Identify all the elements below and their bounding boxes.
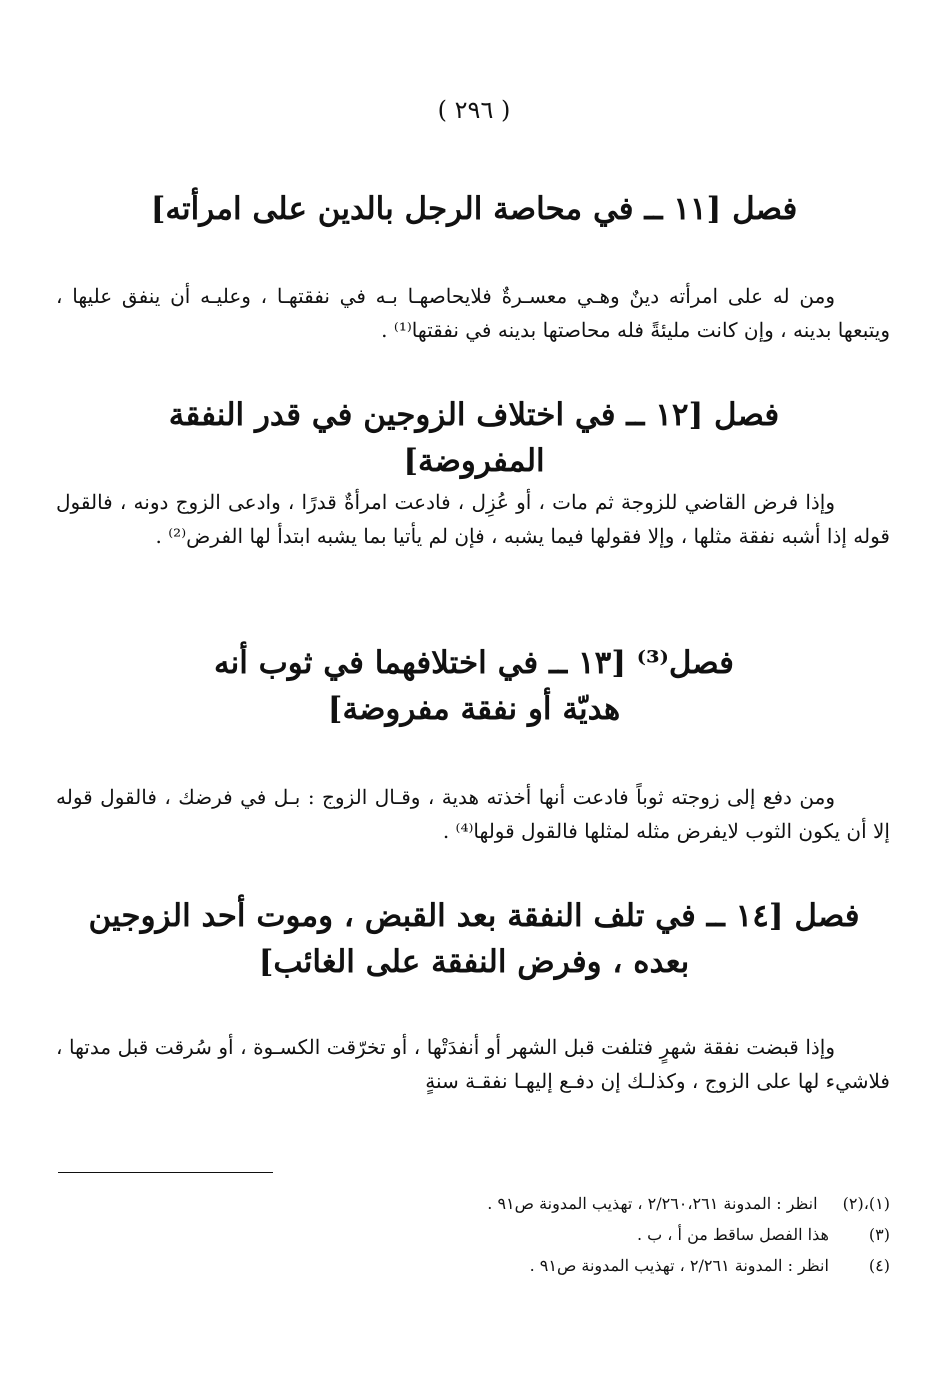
section-heading-11: فصل [١١ ــ في محاصة الرجل بالدين على امرأته] [150,191,798,227]
section-text-14 [56,1030,890,1098]
page-number: ( ٢٩٦ ) [437,96,511,124]
section-text-13 [56,780,890,848]
section-heading-12: فصل [١٢ ــ في اختلاف الزوجين في قدر النفقة المفروضة] [168,397,780,479]
footnote-text: انظر : المدونة ٢/٢٦١ ، تهذيب المدونة ص٩١ . [529,1256,829,1275]
footnote-divider [58,1172,273,1173]
paragraph: ومن له على امرأته دينٌ وهـي معسـرةٌ فلايحاصهـا بـه في نفقتهـا ، وعليـه أن ينفق عليها ، ويتبعها بدينه ، وإن كانت مليئةً فله محاصتها بدينه في نفقتها⁽¹⁾ . [56,284,890,342]
section-heading-14: فصل [١٤ ــ في تلف النفقة بعد القبض ، وموت أحد الزوجين بعده ، وفرض النفقة على الغائب] [88,898,860,980]
footnote-text: انظر : المدونة ٢/٢٦٠،٢٦١ ، تهذيب المدونة ص٩١ . [487,1194,818,1213]
footnotes [56,1188,890,1281]
footnote-number: (٤) [868,1256,890,1275]
paragraph: ومن دفع إلى زوجته ثوباً فادعت أنها أخذته هدية ، وقـال الزوج : بـل في فرضك ، فالقول قوله إلا أن يكون الثوب لايفرض مثله لمثلها فالقول قولها⁽⁴⁾ . [56,785,890,843]
paragraph: وإذا قبضت نفقة شهرٍ فتلفت قبل الشهر أو أنفدَتْها ، أو تخرّقت الكسـوة ، أو سُرقت قبل مدتها ، فلاشيء لها على الزوج ، وكذلـك إن دفـع إليهـا نفقـة سنةٍ [56,1035,890,1093]
section-heading-13: فصل⁽³⁾ [١٣ ــ في اختلافهما في ثوب أنه هديّة أو نفقة مفروضة] [213,645,735,727]
footnote-text: هذا الفصل ساقط من أ ، ب . [636,1225,829,1244]
footnote [56,1188,890,1219]
footnote-number: (٣) [868,1225,890,1244]
footnote [56,1250,890,1281]
footnote-number: (١)،(٢) [842,1194,890,1213]
section-text-12 [56,485,890,553]
footnote [56,1219,890,1250]
section-text-11 [56,279,890,347]
paragraph: وإذا فرض القاضي للزوجة ثم مات ، أو عُزِل ، فادعت امرأةٌ قدرًا ، وادعى الزوج دونه ، فالقول قوله إذا أشبه نفقة مثلها ، وإلا فقولها فيما يشبه ، فإن لم يأتيا بما يشبه ابتدأ لها الفرض⁽²⁾ . [56,490,890,548]
